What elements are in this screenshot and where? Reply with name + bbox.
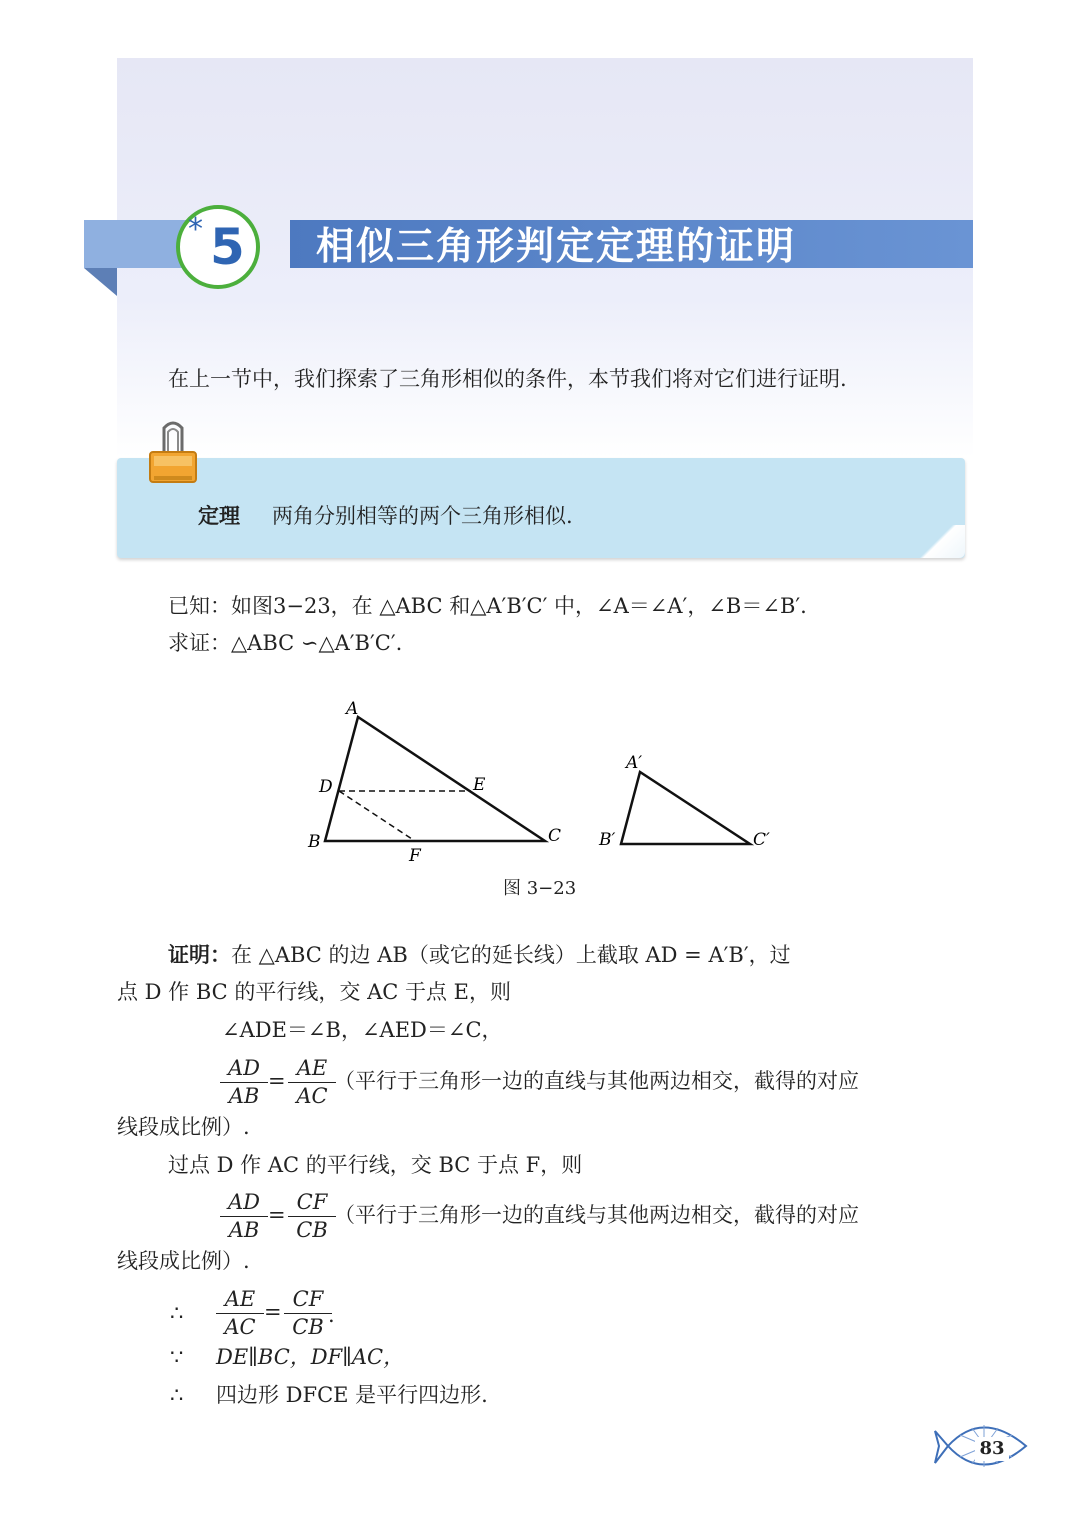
optional-section-star: * <box>188 212 203 247</box>
section-number-badge <box>176 205 260 289</box>
label-a-prime: A′ <box>626 753 643 773</box>
theorem-label: 定理 <box>198 504 240 528</box>
section-title: 相似三角形判定定理的证明 <box>316 224 797 268</box>
fraction-ae-ac-2 <box>216 1286 264 1341</box>
fraction-denominator: AB <box>228 1084 260 1108</box>
period: . <box>328 1303 335 1327</box>
because-symbol: ∵ <box>170 1345 184 1369</box>
label-b-prime: B′ <box>599 830 616 850</box>
proof-line-3: ∠ADE＝∠B，∠AED＝∠C， <box>222 1018 503 1042</box>
fraction-denominator: AB <box>228 1218 260 1242</box>
label-c: C <box>548 826 562 846</box>
fraction-numerator: AE <box>288 1055 336 1083</box>
label-f: F <box>409 846 421 866</box>
proof-line-2: 点 D 作 BC 的平行线，交 AC 于点 E，则 <box>117 980 512 1004</box>
fraction-numerator: AD <box>220 1055 268 1083</box>
binder-clip-icon <box>146 420 202 486</box>
equals-sign: = <box>268 1203 286 1227</box>
triangle-abc <box>325 717 545 841</box>
fraction-numerator: AE <box>216 1286 264 1314</box>
proof-reason-2: （平行于三角形一边的直线与其他两边相交，截得的对应 <box>334 1203 859 1227</box>
given-statement: 已知：如图3−23，在 △ABC 和△A′B′C′ 中，∠A＝∠A′，∠B＝∠B′. <box>168 594 807 618</box>
label-c-prime: C′ <box>753 830 770 850</box>
figure-3-23 <box>295 690 785 870</box>
fraction-cf-cb-2 <box>284 1286 332 1341</box>
fraction-numerator: AD <box>220 1189 268 1217</box>
fraction-denominator: AC <box>296 1084 328 1108</box>
proof-reason-1-cont: 线段成比例）. <box>117 1115 250 1139</box>
fraction-denominator: AC <box>224 1315 256 1339</box>
label-d: D <box>319 777 333 797</box>
page-number: 83 <box>975 1437 1009 1461</box>
label-e: E <box>473 775 486 795</box>
proof-line-1 <box>168 940 791 970</box>
label-b: B <box>308 832 321 852</box>
proof-reason-1: （平行于三角形一边的直线与其他两边相交，截得的对应 <box>334 1069 859 1093</box>
fraction-cf-cb <box>288 1189 336 1244</box>
proof-line-1-text: 在 △ABC 的边 AB（或它的延长线）上截取 AD = A′B′，过 <box>231 943 791 967</box>
therefore-symbol-2: ∴ <box>170 1383 184 1407</box>
fraction-ad-ab <box>220 1055 268 1110</box>
conclusion: 四边形 DFCE 是平行四边形. <box>216 1383 488 1407</box>
title-banner-fold <box>84 268 117 296</box>
fraction-denominator: CB <box>292 1315 324 1339</box>
label-a: A <box>346 699 359 719</box>
page-curl-decoration <box>915 525 965 558</box>
equals-sign: = <box>264 1300 282 1324</box>
intro-paragraph: 在上一节中，我们探索了三角形相似的条件，本节我们将对它们进行证明. <box>168 367 847 391</box>
equals-sign: = <box>268 1069 286 1093</box>
fraction-numerator: CF <box>284 1286 332 1314</box>
figure-caption: 图 3−23 <box>503 878 577 899</box>
theorem-text: 两角分别相等的两个三角形相似. <box>272 504 573 528</box>
proof-reason-2-cont: 线段成比例）. <box>117 1249 250 1273</box>
fraction-ae-ac <box>288 1055 336 1110</box>
fraction-ad-ab-2 <box>220 1189 268 1244</box>
proof-line-5: 过点 D 作 AC 的平行线，交 BC 于点 F，则 <box>168 1153 583 1177</box>
proof-label: 证明： <box>168 943 231 967</box>
fraction-numerator: CF <box>288 1189 336 1217</box>
therefore-symbol: ∴ <box>170 1301 184 1325</box>
fraction-denominator: CB <box>296 1218 328 1242</box>
parallel-statement: DE∥BC，DF∥AC， <box>216 1345 405 1369</box>
triangle-a2b2c2 <box>621 772 750 844</box>
section-number: 5 <box>210 218 245 276</box>
segment-df <box>339 791 415 841</box>
prove-statement: 求证：△ABC ∽△A′B′C′. <box>168 631 403 655</box>
